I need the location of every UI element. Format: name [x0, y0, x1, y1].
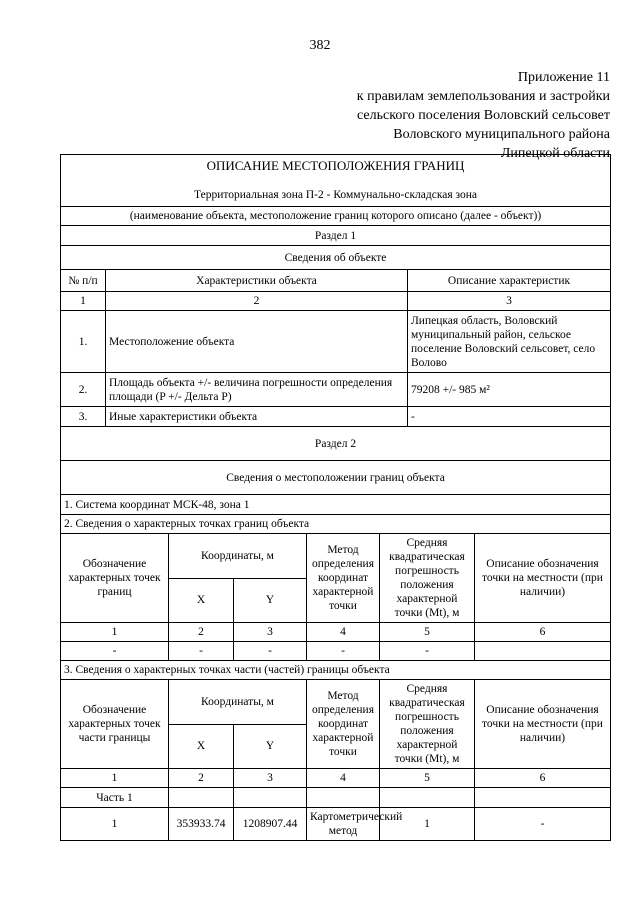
row-num: 2. — [61, 373, 106, 407]
appendix-line: к правилам землепользования и застройки — [356, 89, 610, 104]
section1-title: Раздел 1 — [61, 226, 611, 246]
header-error: Средняя квадратическая погрешность положения характерной точки (Mt), м — [380, 680, 475, 769]
object-note: (наименование объекта, местоположение границ которого описано (далее - объект)) — [61, 207, 611, 226]
col-number: 4 — [307, 623, 380, 642]
empty-cell — [475, 642, 611, 661]
parts-title: 3. Сведения о характерных точках части (частей) границы объекта — [61, 661, 611, 680]
header-x: X — [169, 724, 234, 769]
col-number: 1 — [61, 292, 106, 311]
col-number: 1 — [61, 769, 169, 788]
empty-cell: - — [169, 642, 234, 661]
header-point-part: Обозначение характерных точек части границы — [61, 680, 169, 769]
header-y: Y — [234, 724, 307, 769]
page-number: 382 — [309, 38, 331, 53]
part-label: Часть 1 — [61, 788, 169, 808]
part-point-error: 1 — [380, 808, 475, 841]
col-number: 1 — [61, 623, 169, 642]
coord-system: 1. Система координат МСК-48, зона 1 — [61, 495, 611, 515]
header-error: Средняя квадратическая погрешность положения характерной точки (Mt), м — [380, 534, 475, 623]
col-number: 5 — [380, 769, 475, 788]
header-characteristic: Характеристики объекта — [106, 270, 408, 292]
col-number: 2 — [106, 292, 408, 311]
row-value: - — [408, 407, 611, 427]
empty-cell: - — [380, 642, 475, 661]
row-num: 1. — [61, 311, 106, 373]
row-name: Местоположение объекта — [106, 311, 408, 373]
col-number: 6 — [475, 623, 611, 642]
empty-cell: - — [234, 642, 307, 661]
doc-title: ОПИСАНИЕ МЕСТОПОЛОЖЕНИЯ ГРАНИЦ — [206, 158, 465, 173]
row-value: 79208 +/- 985 м² — [408, 373, 611, 407]
appendix-line: сельского поселения Воловский сельсовет — [357, 108, 610, 123]
header-method: Метод определения координат характерной точки — [307, 534, 380, 623]
col-number: 3 — [234, 623, 307, 642]
part-point-num: 1 — [61, 808, 169, 841]
col-number: 2 — [169, 769, 234, 788]
appendix-line: Воловского муниципального района — [393, 127, 610, 142]
zone-name: Территориальная зона П-2 - Коммунально-складская зона — [194, 189, 477, 201]
boundary-description-table — [60, 154, 610, 841]
row-name: Площадь объекта +/- величина погрешности определения площади (P +/- Дельта P) — [106, 373, 408, 407]
header-coords: Координаты, м — [169, 680, 307, 725]
col-number: 6 — [475, 769, 611, 788]
row-name: Иные характеристики объекта — [106, 407, 408, 427]
row-value: Липецкая область, Воловский муниципальный район, сельское поселение Воловский сельсовет, село Волово — [408, 311, 611, 373]
points-title: 2. Сведения о характерных точках границ объекта — [61, 515, 611, 534]
header-y: Y — [234, 578, 307, 623]
col-number: 2 — [169, 623, 234, 642]
part-point-method: Картометрический метод — [307, 808, 380, 841]
row-num: 3. — [61, 407, 106, 427]
header-desc: Описание обозначения точки на местности (при наличии) — [475, 534, 611, 623]
empty-cell: - — [61, 642, 169, 661]
appendix-line: Приложение 11 — [517, 70, 610, 85]
col-number: 3 — [234, 769, 307, 788]
appendix-header — [290, 68, 610, 163]
header-desc: Описание обозначения точки на местности (при наличии) — [475, 680, 611, 769]
part-point-x: 353933.74 — [169, 808, 234, 841]
header-point: Обозначение характерных точек границ — [61, 534, 169, 623]
section2-title: Раздел 2 — [61, 427, 611, 461]
part-point-y: 1208907.44 — [234, 808, 307, 841]
header-description: Описание характеристик — [408, 270, 611, 292]
empty-cell: - — [307, 642, 380, 661]
section1-subtitle: Сведения об объекте — [61, 246, 611, 270]
header-x: X — [169, 578, 234, 623]
section2-subtitle: Сведения о местоположении границ объекта — [61, 461, 611, 495]
col-number: 4 — [307, 769, 380, 788]
appendix-line: Липецкой области — [500, 146, 610, 161]
header-method: Метод определения координат характерной точки — [307, 680, 380, 769]
col-number: 3 — [408, 292, 611, 311]
header-coords: Координаты, м — [169, 534, 307, 579]
doc-title-cell — [61, 155, 611, 207]
part-point-desc: - — [475, 808, 611, 841]
col-number: 5 — [380, 623, 475, 642]
header-num: № п/п — [61, 270, 106, 292]
